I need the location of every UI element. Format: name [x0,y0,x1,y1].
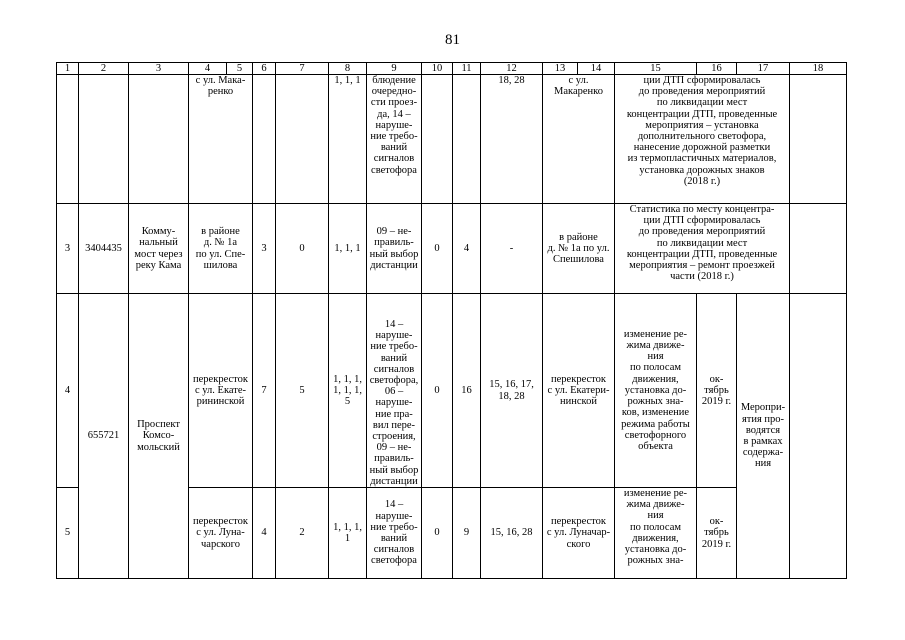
page-number: 81 [445,32,460,48]
row-cont-c8: 1, 1, 1 [329,75,367,204]
col-num-13: 13 [543,63,578,75]
table-row [57,294,847,488]
row-cont-c12: 18, 28 [481,75,543,204]
col-num-3: 3 [129,63,189,75]
row4-code: 655721 [79,294,129,579]
col-num-10: 10 [422,63,453,75]
row3-measures: Статистика по месту концентра- ции ДТП сформировалась до проведения мероприятий по ликвидации мест концентрации ДТП, проведенные мероприятия – ремонт проезжей части (2018 г.) [615,204,790,294]
row5-c12: 15, 16, 28 [481,488,543,579]
col-num-12: 12 [481,63,543,75]
row-cont-c7 [276,75,329,204]
row5-c6: 4 [253,488,276,579]
row-cont-location: с ул. Мака- ренко [189,75,253,204]
row4-measures: изменение ре- жима движе- ния по полосам движения, установка до- рожных зна- ков, изменение режима работы светофорного объекта [615,294,697,488]
row4-c8: 1, 1, 1, 1, 1, 1, 5 [329,294,367,488]
row3-num: 3 [57,204,79,294]
col-num-16: 16 [697,63,737,75]
row5-c10: 0 [422,488,453,579]
col-num-1: 1 [57,63,79,75]
row3-c12: - [481,204,543,294]
row3-c11: 4 [453,204,481,294]
row5-measures: изменение ре- жима движе- ния по полосам движения, установка до- рожных зна- [615,488,697,579]
row4-deadline: ок- тябрь 2019 г. [697,294,737,488]
col-num-4: 4 [189,63,227,75]
row4-location: перекресток с ул. Екате- рининской [189,294,253,488]
row-cont-c3 [129,75,189,204]
row-cont-c2 [79,75,129,204]
row-cont-c6 [253,75,276,204]
row-cont-c11 [453,75,481,204]
row4-address: перекресток с ул. Екатери- нинской [543,294,615,488]
col-num-14: 14 [578,63,615,75]
row4-num: 4 [57,294,79,488]
table-row [57,204,847,294]
row-cont-violation: блюдение очередно- сти проез- да, 14 – наруше- ние требо- ваний сигналов светофора [367,75,422,204]
row3-road: Комму- нальный мост через реку Кама [129,204,189,294]
row3-c6: 3 [253,204,276,294]
row4-c12: 15, 16, 17, 18, 28 [481,294,543,488]
col-num-2: 2 [79,63,129,75]
row3-c8: 1, 1, 1 [329,204,367,294]
measures-table [56,62,847,579]
row3-location: в районе д. № 1а по ул. Спе- шилова [189,204,253,294]
table-row [57,75,847,204]
row5-c11: 9 [453,488,481,579]
row4-c10: 0 [422,294,453,488]
row-cont-address: с ул. Макаренко [543,75,615,204]
row4-c6: 7 [253,294,276,488]
row-cont-c10 [422,75,453,204]
row5-deadline: ок- тябрь 2019 г. [697,488,737,579]
row5-address: перекресток с ул. Луначар- ского [543,488,615,579]
row4-note: Меропри- ятия про- водятся в рамках содержа- ния [737,294,790,579]
row4-c18 [790,294,847,579]
row3-c7: 0 [276,204,329,294]
row-cont-c1 [57,75,79,204]
col-num-7: 7 [276,63,329,75]
row3-address: в районе д. № 1а по ул. Спешилова [543,204,615,294]
row3-c10: 0 [422,204,453,294]
col-num-9: 9 [367,63,422,75]
col-num-5: 5 [227,63,253,75]
col-num-18: 18 [790,63,847,75]
row-cont-c18 [790,75,847,204]
col-num-11: 11 [453,63,481,75]
row4-road: Проспект Комсо- мольский [129,294,189,579]
row3-violation: 09 – не- правиль- ный выбор дистанции [367,204,422,294]
row3-code: 3404435 [79,204,129,294]
row3-c18 [790,204,847,294]
row5-violation: 14 – наруше- ние требо- ваний сигналов светофора [367,488,422,579]
col-num-6: 6 [253,63,276,75]
row5-num: 5 [57,488,79,579]
row5-location: перекресток с ул. Луна- чарского [189,488,253,579]
col-num-17: 17 [737,63,790,75]
col-num-15: 15 [615,63,697,75]
row5-c7: 2 [276,488,329,579]
col-num-8: 8 [329,63,367,75]
row5-c8: 1, 1, 1, 1 [329,488,367,579]
row-cont-measures: ции ДТП сформировалась до проведения мероприятий по ликвидации мест концентрации ДТП, проведенные мероприятия – установка дополнительного светофора, нанесение дорожной разметки из термопластичных материалов, установка дорожных знаков (2018 г.) [615,75,790,204]
row4-c7: 5 [276,294,329,488]
column-number-row [57,63,847,75]
row4-c11: 16 [453,294,481,488]
row4-violation: 14 – наруше- ние требо- ваний сигналов светофора, 06 – наруше- ние пра- вил пере- строения, 09 – не- правиль- ный выбор дистанции [367,294,422,488]
